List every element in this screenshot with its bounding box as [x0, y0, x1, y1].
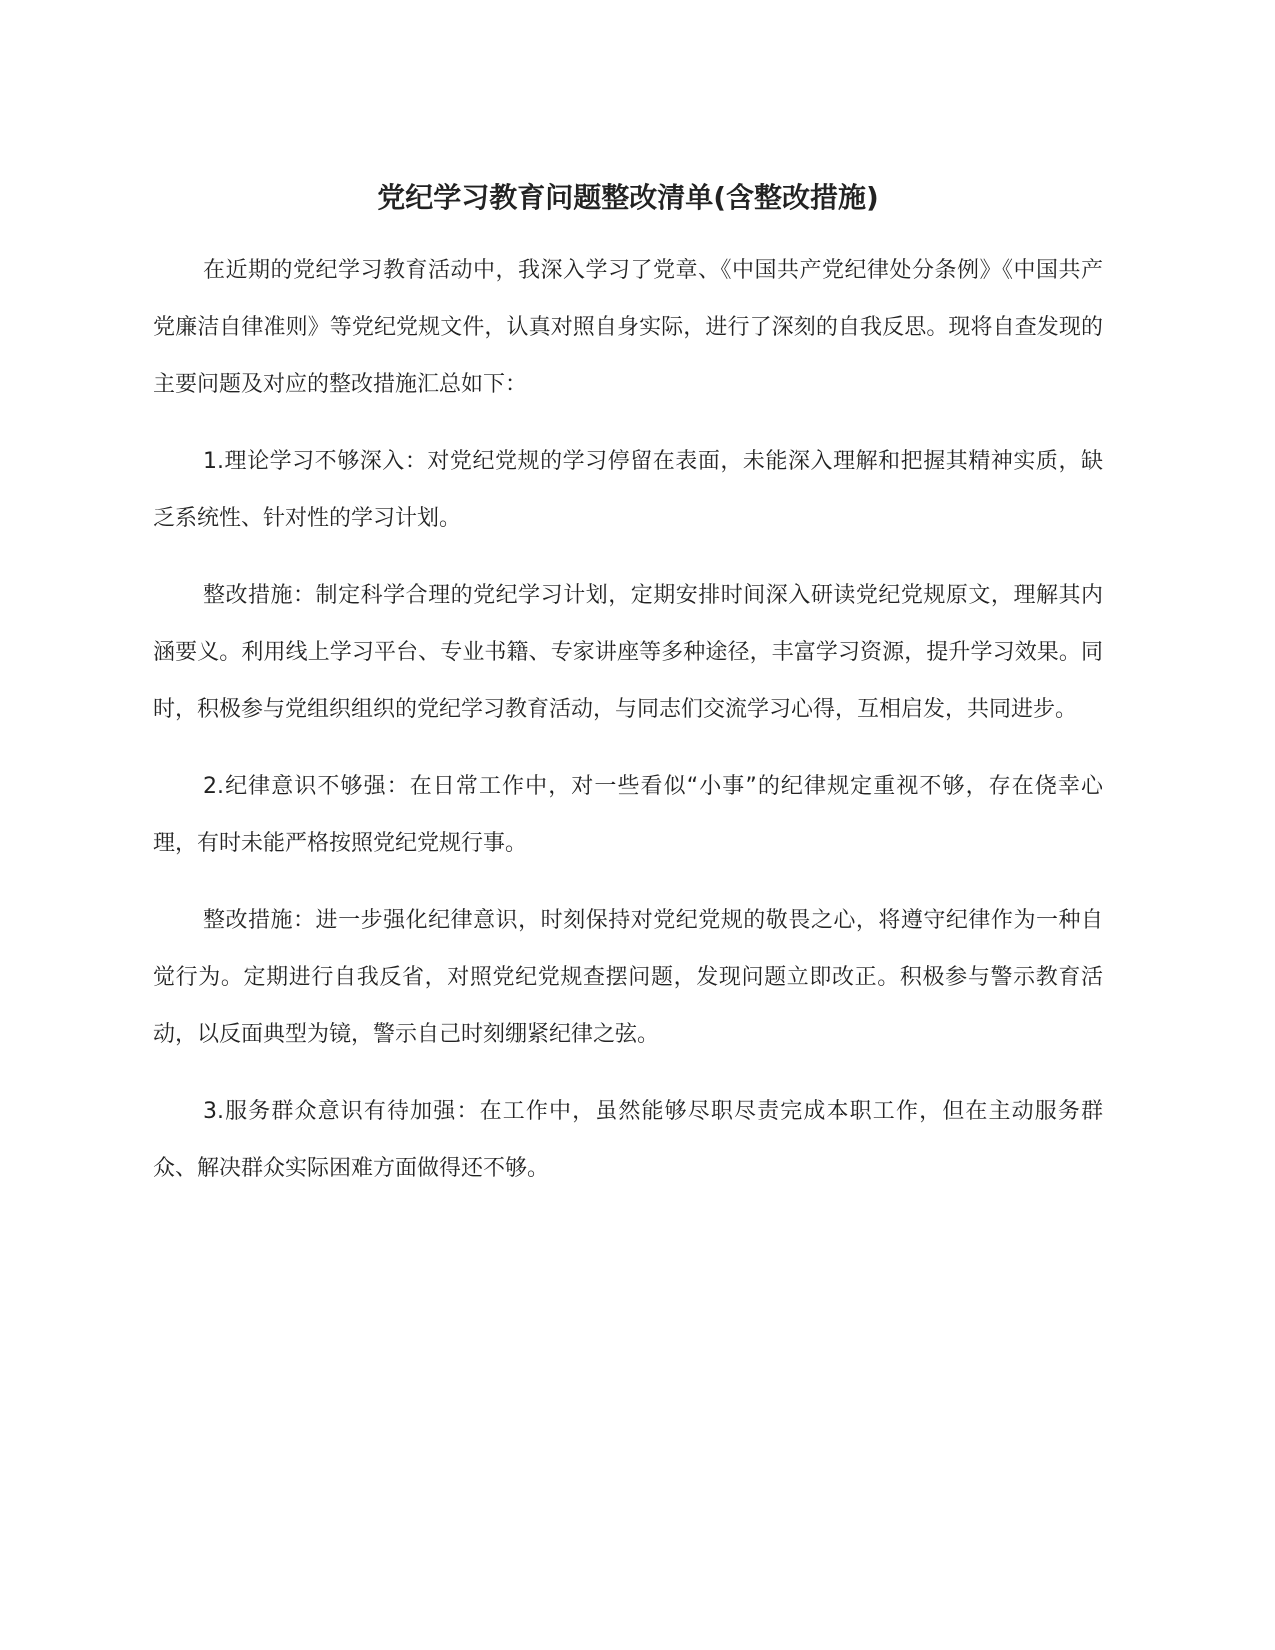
document-body [153, 178, 1103, 1217]
measure-2-paragraph: 整改措施：进一步强化纪律意识，时刻保持对党纪党规的敬畏之心，将遵守纪律作为一种自觉行为。定期进行自我反省，对照党纪党规查摆问题，发现问题立即改正。积极参与警示教育活动，以反面典型为镜，警示自己时刻绷紧纪律之弦。 [153, 908, 1103, 1047]
issue-3-paragraph: 3.服务群众意识有待加强：在工作中，虽然能够尽职尽责完成本职工作，但在主动服务群众、解决群众实际困难方面做得还不够。 [153, 1099, 1103, 1181]
document-title: 党纪学习教育问题整改清单(含整改措施) [377, 181, 879, 214]
measure-1-paragraph: 整改措施：制定科学合理的党纪学习计划，定期安排时间深入研读党纪党规原文，理解其内涵要义。利用线上学习平台、专业书籍、专家讲座等多种途径，丰富学习资源，提升学习效果。同时，积极参与党组织组织的党纪学习教育活动，与同志们交流学习心得，互相启发，共同进步。 [153, 583, 1103, 722]
intro-paragraph: 在近期的党纪学习教育活动中，我深入学习了党章、《中国共产党纪律处分条例》《中国共产党廉洁自律准则》等党纪党规文件，认真对照自身实际，进行了深刻的自我反思。现将自查发现的主要问题及对应的整改措施汇总如下： [153, 258, 1103, 397]
issue-2-paragraph: 2.纪律意识不够强：在日常工作中，对一些看似“小事”的纪律规定重视不够，存在侥幸心理，有时未能严格按照党纪党规行事。 [153, 774, 1103, 856]
issue-1-paragraph: 1.理论学习不够深入：对党纪党规的学习停留在表面，未能深入理解和把握其精神实质，缺乏系统性、针对性的学习计划。 [153, 449, 1103, 531]
